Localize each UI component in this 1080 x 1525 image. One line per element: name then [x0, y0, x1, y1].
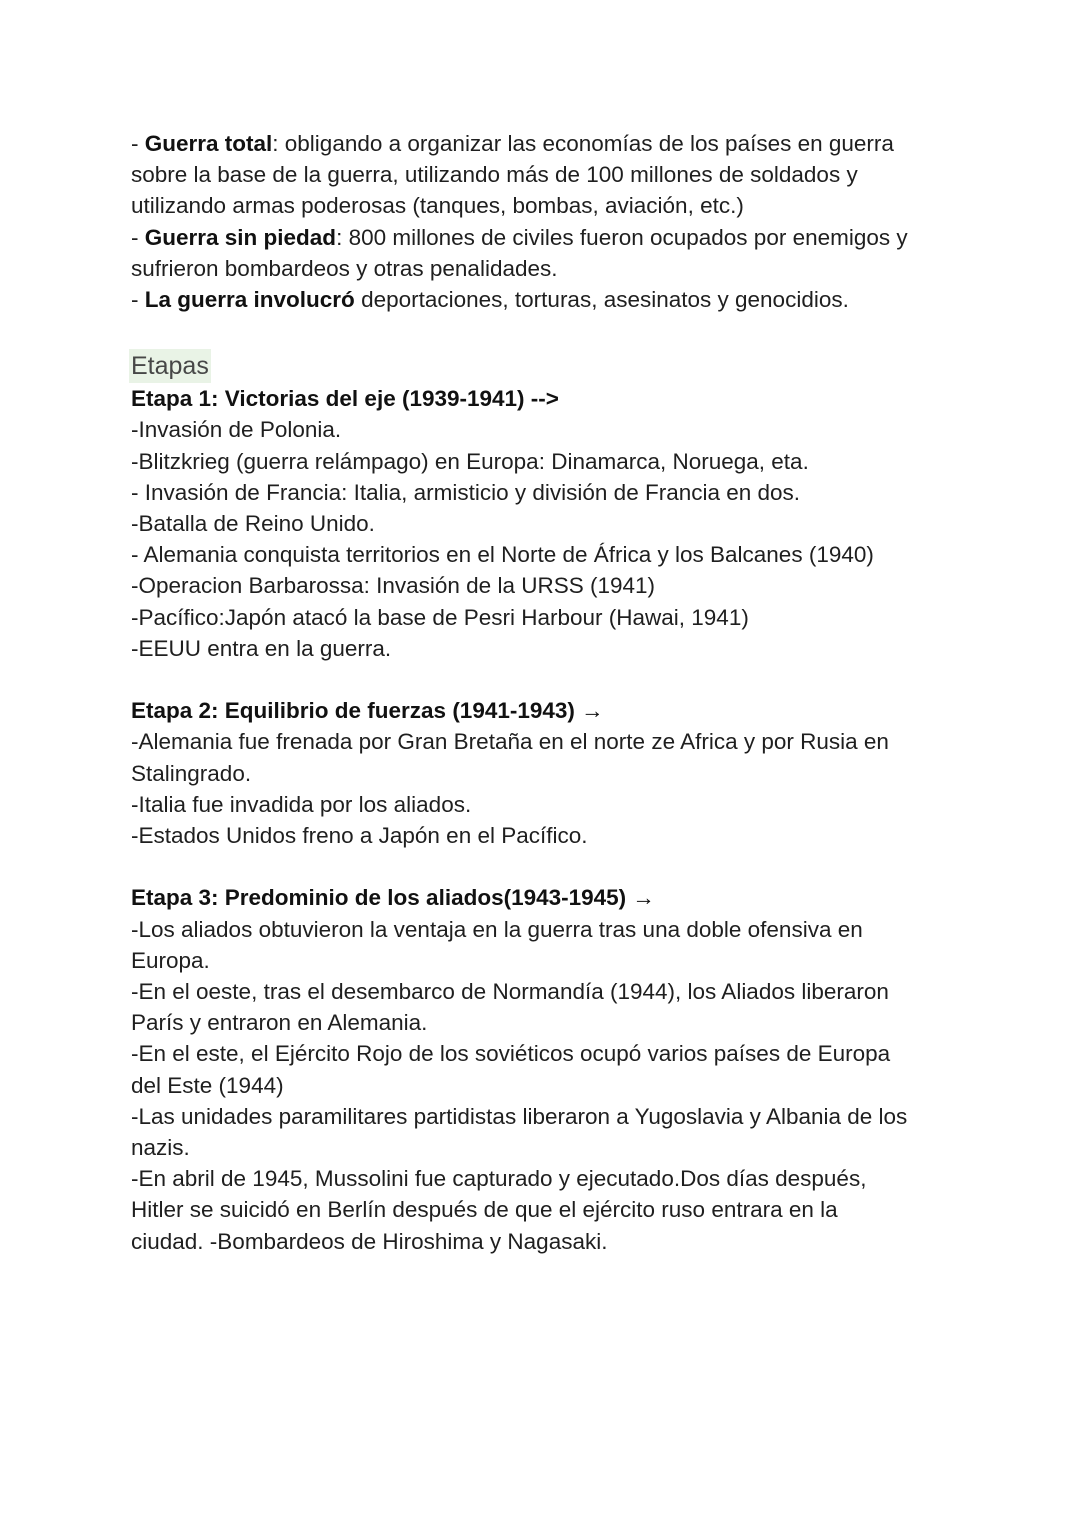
- stage-line: París y entraron en Alemania.: [131, 1010, 428, 1036]
- stage-line: nazis.: [131, 1135, 190, 1161]
- line-text: : obligando a organizar las economías de los países en guerra: [272, 131, 894, 156]
- stage-line: -Batalla de Reino Unido.: [131, 511, 375, 537]
- line-text: utilizando armas poderosas (tanques, bombas, aviación, etc.): [131, 193, 744, 219]
- line-text: sufrieron bombardeos y otras penalidades.: [131, 255, 558, 281]
- line-text: : 800 millones de civiles fueron ocupados por enemigos y: [336, 224, 908, 250]
- stage-heading: Etapa 1: Victorias del eje (1939-1941) -->: [131, 386, 559, 412]
- stage-line: -En el oeste, tras el desembarco de Normandía (1944), los Aliados liberaron: [131, 979, 889, 1005]
- stage-line: -Los aliados obtuvieron la ventaja en la guerra tras una doble ofensiva en: [131, 916, 863, 942]
- stage-line: -En abril de 1945, Mussolini fue capturado y ejecutado.Dos días después,: [131, 1166, 867, 1192]
- intro-block: [131, 128, 960, 315]
- stage-line: - Invasión de Francia: Italia, armisticio y división de Francia en dos.: [131, 479, 801, 505]
- bold-term: La guerra involucró: [144, 287, 355, 313]
- line-prefix: -: [131, 224, 145, 250]
- stage-line: -Las unidades paramilitares partidistas liberaron a Yugoslavia y Albania de los: [131, 1103, 908, 1129]
- stage-2: [131, 695, 960, 851]
- stage-line: -Pacífico:Japón atacó la base de Pesri Harbour (Hawai, 1941): [131, 604, 749, 630]
- stage-line: del Este (1944): [131, 1072, 284, 1098]
- stage-line: -Alemania fue frenada por Gran Bretaña en el norte ze Africa y por Rusia en: [131, 729, 889, 755]
- stage-line: - Alemania conquista territorios en el Norte de África y los Balcanes (1940): [131, 542, 874, 568]
- line-text: sobre la base de la guerra, utilizando más de 100 millones de soldados y: [131, 162, 858, 188]
- stage-line: Stalingrado.: [131, 760, 252, 786]
- stage-heading: Etapa 2: Equilibrio de fuerzas (1941-1943) →: [131, 698, 604, 724]
- intro-line: [131, 128, 960, 159]
- stage-line: Hitler se suicidó en Berlín después de que el ejército ruso entrara en la: [131, 1197, 838, 1223]
- section-title-etapas: Etapas: [129, 349, 211, 383]
- intro-line: [131, 253, 960, 284]
- stage-line: -Operacion Barbarossa: Invasión de la URSS (1941): [131, 573, 656, 599]
- intro-line: [131, 190, 960, 221]
- stage-line: -Italia fue invadida por los aliados.: [131, 791, 472, 817]
- line-prefix: -: [131, 131, 145, 156]
- intro-line: [131, 222, 960, 253]
- bold-term: Guerra total: [144, 131, 273, 156]
- stage-3: [131, 882, 960, 1256]
- stage-line: -EEUU entra en la guerra.: [131, 635, 392, 661]
- stage-1: [131, 383, 960, 664]
- bold-term: Guerra sin piedad: [144, 224, 337, 250]
- stage-heading: Etapa 3: Predominio de los aliados(1943-1945) →: [131, 885, 655, 911]
- stage-line: ciudad. -Bombardeos de Hiroshima y Nagasaki.: [131, 1228, 608, 1254]
- stage-line: Europa.: [131, 947, 210, 973]
- stage-line: -En el este, el Ejército Rojo de los soviéticos ocupó varios países de Europa: [131, 1041, 891, 1067]
- stage-line: -Blitzkrieg (guerra relámpago) en Europa: Dinamarca, Noruega, eta.: [131, 448, 809, 474]
- line-text: deportaciones, torturas, asesinatos y genocidios.: [354, 287, 849, 313]
- line-prefix: -: [131, 287, 145, 313]
- stage-line: -Estados Unidos freno a Japón en el Pacífico.: [131, 823, 588, 849]
- intro-line: [131, 284, 960, 315]
- stage-line: -Invasión de Polonia.: [131, 417, 342, 443]
- intro-line: [131, 159, 960, 190]
